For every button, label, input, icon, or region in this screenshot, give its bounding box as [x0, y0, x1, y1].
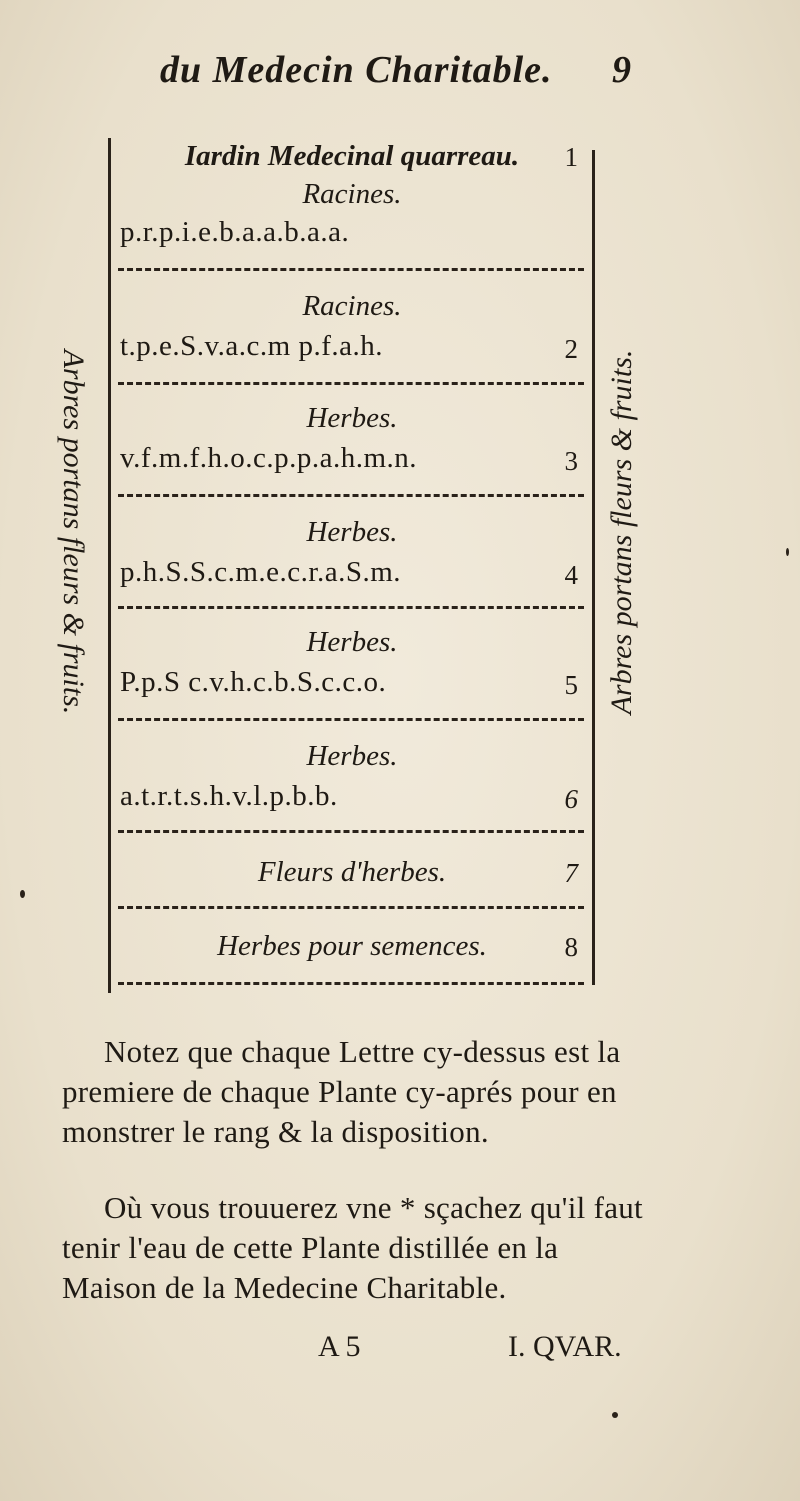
plant-letters: v.f.m.f.h.o.c.p.p.a.h.m.n. — [120, 442, 418, 474]
plant-letters: a.t.r.t.s.h.v.l.p.b.b. — [120, 780, 338, 812]
row-divider — [118, 982, 584, 989]
note-paragraph-2: Où vous trouuerez vne * sçachez qu'il faut tenir l'eau de cette Plante distillée en la Maison de la Medecine Charitable. — [62, 1190, 643, 1305]
row-divider — [118, 606, 584, 613]
garden-bed-row-8 — [114, 926, 590, 970]
side-label-right: Arbres portans fleurs & fruits. — [605, 349, 638, 715]
running-title: du Medecin Charitable. — [160, 49, 553, 91]
ink-speck — [786, 548, 789, 556]
row-title: Herbes. — [306, 402, 398, 434]
row-divider — [118, 718, 584, 725]
row-number: 5 — [564, 670, 578, 700]
table-border-right — [592, 150, 595, 985]
row-number: 7 — [564, 858, 578, 888]
row-divider — [118, 382, 584, 389]
table-border-left — [108, 138, 111, 993]
row-number: 4 — [564, 560, 578, 590]
plant-letters: p.r.p.i.e.b.a.a.b.a.a. — [120, 216, 350, 248]
row-title: Herbes. — [306, 740, 398, 772]
row-subtitle: Racines. — [302, 178, 402, 210]
garden-bed-row-7 — [114, 852, 590, 896]
garden-bed-row-4 — [114, 516, 590, 596]
row-number: 6 — [564, 784, 578, 814]
row-divider — [118, 268, 584, 275]
row-title: Herbes. — [306, 626, 398, 658]
garden-heading: Iardin Medecinal quarreau. — [184, 140, 520, 172]
row-number: 8 — [564, 932, 578, 962]
garden-bed-row-1 — [114, 140, 590, 255]
signature-mark: A 5 — [318, 1330, 361, 1363]
plant-letters: t.p.e.S.v.a.c.m p.f.a.h. — [120, 330, 384, 362]
plant-letters: P.p.S c.v.h.c.b.S.c.c.o. — [120, 666, 387, 698]
garden-bed-row-6 — [114, 740, 590, 820]
row-title: Herbes. — [306, 516, 398, 548]
row-divider — [118, 906, 584, 913]
row-number: 2 — [564, 334, 578, 364]
row-title: Racines. — [302, 290, 402, 322]
ink-speck — [612, 1412, 618, 1418]
row-number: 1 — [564, 142, 578, 172]
ink-speck — [20, 890, 25, 898]
row-divider — [118, 494, 584, 501]
row-title: Herbes pour semences. — [217, 930, 487, 962]
row-number: 3 — [564, 446, 578, 476]
catchword: I. QVAR. — [508, 1330, 622, 1363]
plant-letters: p.h.S.S.c.m.e.c.r.a.S.m. — [120, 556, 402, 588]
row-title: Fleurs d'herbes. — [257, 856, 447, 888]
garden-bed-row-5 — [114, 626, 590, 706]
garden-bed-row-3 — [114, 402, 590, 482]
garden-bed-row-2 — [114, 290, 590, 370]
row-divider — [118, 830, 584, 837]
side-label-left: Arbres portans fleurs & fruits. — [57, 349, 90, 715]
note-paragraph-1: Notez que chaque Lettre cy-dessus est la premiere de chaque Plante cy-aprés pour en monstrer le rang & la disposition. — [62, 1034, 621, 1149]
page-number: 9 — [612, 49, 631, 91]
